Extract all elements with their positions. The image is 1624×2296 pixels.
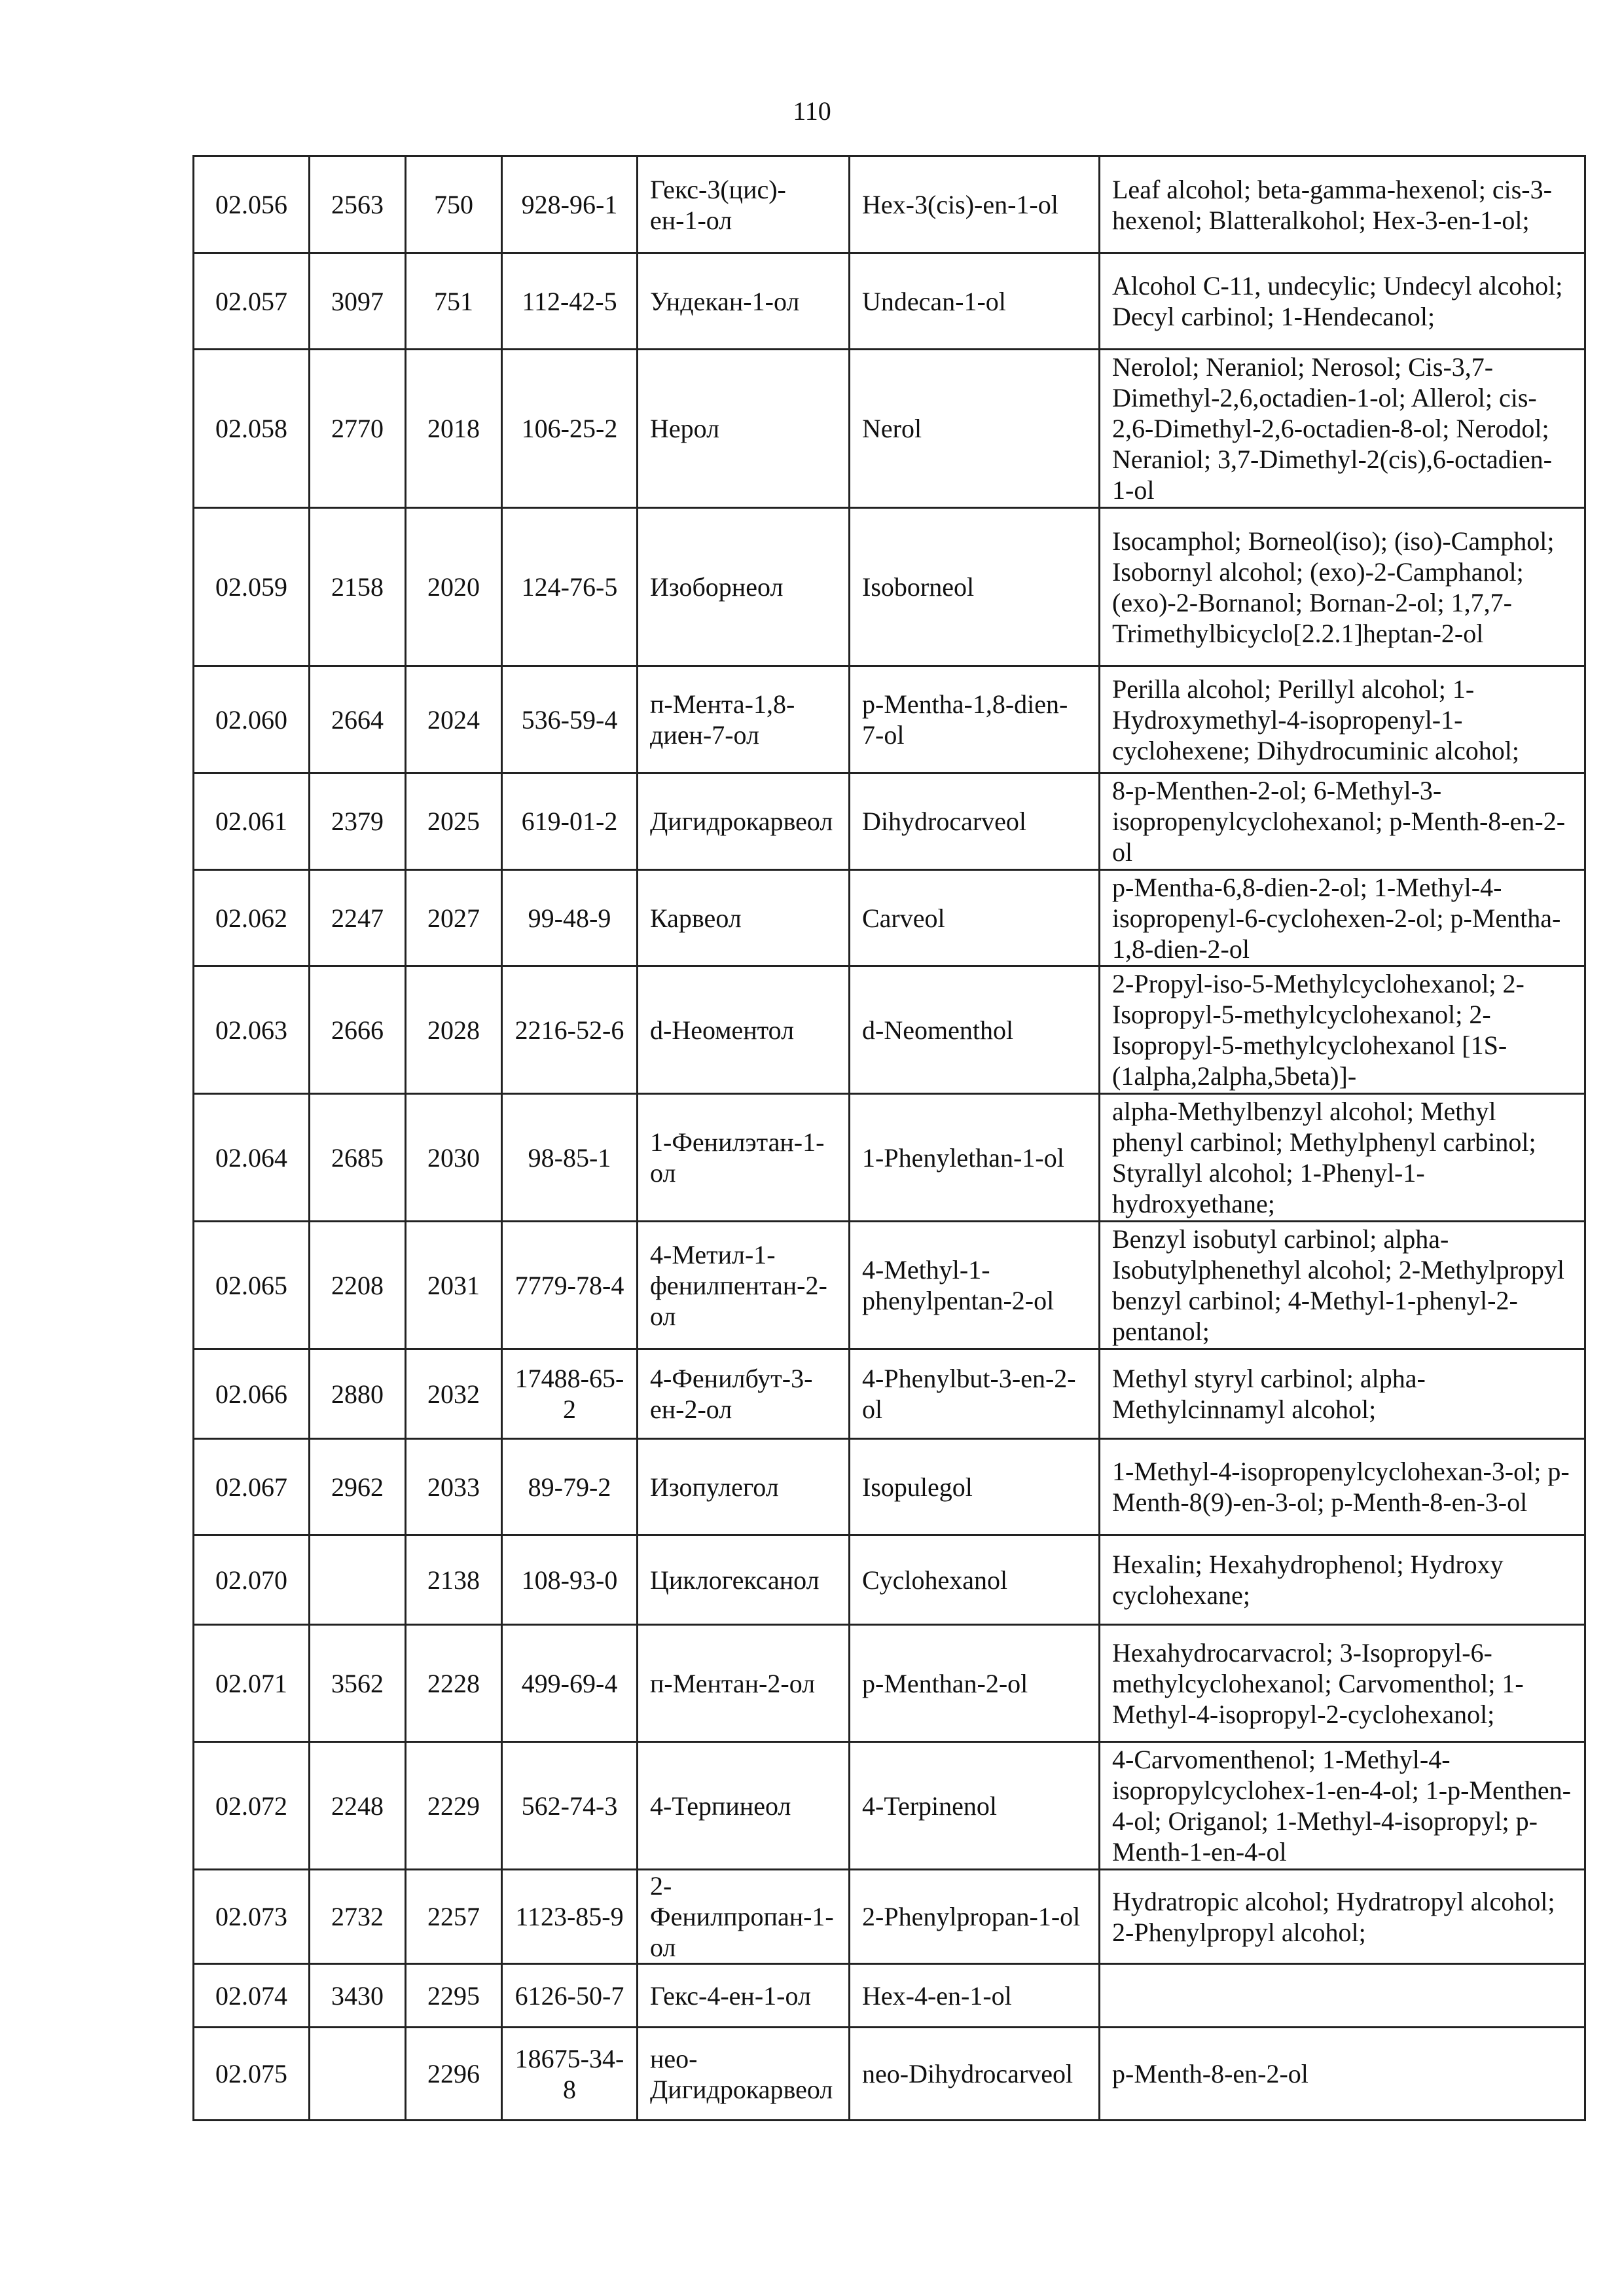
code-cell: 02.065	[194, 1222, 310, 1349]
name-ru-cell: Гекс-3(цис)-ен-1-ол	[638, 156, 850, 253]
table-row	[194, 156, 1585, 253]
name-en-cell: 4-Terpinenol	[850, 1742, 1100, 1870]
table-row	[194, 1870, 1585, 1964]
cas-number-cell: 18675-34-8	[502, 2028, 638, 2121]
synonyms-cell: p-Mentha-6,8-dien-2-ol; 1-Methyl-4-isopropenyl-6-cyclohexen-2-ol; p-Mentha-1,8-dien-2-ol	[1100, 870, 1585, 966]
synonyms-cell: Perilla alcohol; Perillyl alcohol; 1-Hydroxymethyl-4-isopropenyl-1-cyclohexene; Dihydrocuminic alcohol;	[1100, 666, 1585, 773]
table-row	[194, 1222, 1585, 1349]
cas-number-cell: 108-93-0	[502, 1535, 638, 1625]
number-b-cell: 2032	[406, 1349, 502, 1439]
name-ru-cell: 4-Фенилбут-3-ен-2-ол	[638, 1349, 850, 1439]
code-cell: 02.074	[194, 1964, 310, 2028]
number-a-cell	[310, 1535, 406, 1625]
cas-number-cell: 562-74-3	[502, 1742, 638, 1870]
synonyms-cell: Nerolol; Neraniol; Nerosol; Cis-3,7-Dimethyl-2,6,octadien-1-ol; Allerol; cis-2,6-Dimethyl-2,6-octadien-8-ol; Nerodol; Neraniol; 3,7-Dimethyl-2(cis),6-octadien-1-ol	[1100, 350, 1585, 508]
synonyms-cell: Hexalin; Hexahydrophenol; Hydroxy cyclohexane;	[1100, 1535, 1585, 1625]
table-row	[194, 253, 1585, 350]
cas-number-cell: 499-69-4	[502, 1625, 638, 1742]
code-cell: 02.059	[194, 508, 310, 666]
synonyms-cell: Methyl styryl carbinol; alpha-Methylcinnamyl alcohol;	[1100, 1349, 1585, 1439]
name-ru-cell: 2-Фенилпропан-1-ол	[638, 1870, 850, 1964]
number-b-cell: 2138	[406, 1535, 502, 1625]
number-a-cell: 2379	[310, 773, 406, 870]
cas-number-cell: 124-76-5	[502, 508, 638, 666]
number-a-cell: 2685	[310, 1094, 406, 1222]
synonyms-cell: Alcohol C-11, undecylic; Undecyl alcohol; Decyl carbinol; 1-Hendecanol;	[1100, 253, 1585, 350]
number-b-cell: 2018	[406, 350, 502, 508]
synonyms-cell: Benzyl isobutyl carbinol; alpha-Isobutylphenethyl alcohol; 2-Methylpropyl benzyl carbinol; 4-Methyl-1-phenyl-2-pentanol;	[1100, 1222, 1585, 1349]
number-b-cell: 2033	[406, 1439, 502, 1535]
name-en-cell: 4-Phenylbut-3-en-2-ol	[850, 1349, 1100, 1439]
number-a-cell: 2770	[310, 350, 406, 508]
name-en-cell: p-Menthan-2-ol	[850, 1625, 1100, 1742]
number-b-cell: 2027	[406, 870, 502, 966]
cas-number-cell: 98-85-1	[502, 1094, 638, 1222]
number-a-cell: 2247	[310, 870, 406, 966]
number-a-cell: 2666	[310, 966, 406, 1094]
name-ru-cell: 4-Метил-1-фенилпентан-2-ол	[638, 1222, 850, 1349]
number-b-cell: 2228	[406, 1625, 502, 1742]
table-row	[194, 773, 1585, 870]
synonyms-cell: Hydratropic alcohol; Hydratropyl alcohol; 2-Phenylpropyl alcohol;	[1100, 1870, 1585, 1964]
code-cell: 02.057	[194, 253, 310, 350]
number-a-cell: 2248	[310, 1742, 406, 1870]
name-en-cell: 1-Phenylethan-1-ol	[850, 1094, 1100, 1222]
name-ru-cell: п-Мента-1,8-диен-7-ол	[638, 666, 850, 773]
code-cell: 02.067	[194, 1439, 310, 1535]
synonyms-cell: 8-p-Menthen-2-ol; 6-Methyl-3-isopropenylcyclohexanol; p-Menth-8-en-2-ol	[1100, 773, 1585, 870]
cas-number-cell: 6126-50-7	[502, 1964, 638, 2028]
number-b-cell: 2024	[406, 666, 502, 773]
synonyms-cell: Hexahydrocarvacrol; 3-Isopropyl-6-methylcyclohexanol; Carvomenthol; 1-Methyl-4-isopropyl-2-cyclohexanol;	[1100, 1625, 1585, 1742]
name-en-cell: Undecan-1-ol	[850, 253, 1100, 350]
number-a-cell: 2962	[310, 1439, 406, 1535]
number-b-cell: 2295	[406, 1964, 502, 2028]
number-a-cell: 3097	[310, 253, 406, 350]
name-en-cell: d-Neomenthol	[850, 966, 1100, 1094]
table-row	[194, 666, 1585, 773]
number-b-cell: 2229	[406, 1742, 502, 1870]
name-en-cell: Carveol	[850, 870, 1100, 966]
number-a-cell	[310, 2028, 406, 2121]
number-a-cell: 2664	[310, 666, 406, 773]
name-ru-cell: Гекс-4-ен-1-ол	[638, 1964, 850, 2028]
code-cell: 02.063	[194, 966, 310, 1094]
number-b-cell: 2030	[406, 1094, 502, 1222]
table-row	[194, 1625, 1585, 1742]
number-b-cell: 2296	[406, 2028, 502, 2121]
name-ru-cell: п-Ментан-2-ол	[638, 1625, 850, 1742]
table-row	[194, 966, 1585, 1094]
code-cell: 02.056	[194, 156, 310, 253]
table-row	[194, 350, 1585, 508]
table-row	[194, 1094, 1585, 1222]
code-cell: 02.070	[194, 1535, 310, 1625]
code-cell: 02.072	[194, 1742, 310, 1870]
code-cell: 02.060	[194, 666, 310, 773]
code-cell: 02.071	[194, 1625, 310, 1742]
table-row	[194, 1742, 1585, 1870]
name-ru-cell: Ундекан-1-ол	[638, 253, 850, 350]
table-row	[194, 1964, 1585, 2028]
cas-number-cell: 106-25-2	[502, 350, 638, 508]
table-row	[194, 870, 1585, 966]
cas-number-cell: 928-96-1	[502, 156, 638, 253]
name-en-cell: Cyclohexanol	[850, 1535, 1100, 1625]
cas-number-cell: 619-01-2	[502, 773, 638, 870]
cas-number-cell: 1123-85-9	[502, 1870, 638, 1964]
synonyms-cell: alpha-Methylbenzyl alcohol; Methyl phenyl carbinol; Methylphenyl carbinol; Styrallyl alcohol; 1-Phenyl-1-hydroxyethane;	[1100, 1094, 1585, 1222]
number-a-cell: 2563	[310, 156, 406, 253]
number-b-cell: 2028	[406, 966, 502, 1094]
table-row	[194, 1439, 1585, 1535]
name-en-cell: p-Mentha-1,8-dien-7-ol	[850, 666, 1100, 773]
table-row	[194, 508, 1585, 666]
number-b-cell: 750	[406, 156, 502, 253]
number-a-cell: 3562	[310, 1625, 406, 1742]
number-a-cell: 2208	[310, 1222, 406, 1349]
name-en-cell: Isopulegol	[850, 1439, 1100, 1535]
name-en-cell: Hex-4-en-1-ol	[850, 1964, 1100, 2028]
name-ru-cell: Изопулегол	[638, 1439, 850, 1535]
number-a-cell: 2732	[310, 1870, 406, 1964]
cas-number-cell: 89-79-2	[502, 1439, 638, 1535]
code-cell: 02.066	[194, 1349, 310, 1439]
name-en-cell: 4-Methyl-1-phenylpentan-2-ol	[850, 1222, 1100, 1349]
number-a-cell: 3430	[310, 1964, 406, 2028]
synonyms-cell: 2-Propyl-iso-5-Methylcyclohexanol; 2-Isopropyl-5-methylcyclohexanol; 2-Isopropyl-5-methylcyclohexanol [1S-(1alpha,2alpha,5beta)]-	[1100, 966, 1585, 1094]
number-b-cell: 2257	[406, 1870, 502, 1964]
number-a-cell: 2880	[310, 1349, 406, 1439]
code-cell: 02.061	[194, 773, 310, 870]
cas-number-cell: 2216-52-6	[502, 966, 638, 1094]
page-number: 110	[793, 96, 831, 126]
number-a-cell: 2158	[310, 508, 406, 666]
name-en-cell: 2-Phenylpropan-1-ol	[850, 1870, 1100, 1964]
number-b-cell: 2020	[406, 508, 502, 666]
name-ru-cell: d-Неоментол	[638, 966, 850, 1094]
code-cell: 02.075	[194, 2028, 310, 2121]
code-cell: 02.058	[194, 350, 310, 508]
synonyms-cell: 1-Methyl-4-isopropenylcyclohexan-3-ol; p-Menth-8(9)-en-3-ol; p-Menth-8-en-3-ol	[1100, 1439, 1585, 1535]
name-ru-cell: Изоборнеол	[638, 508, 850, 666]
table-row	[194, 1349, 1585, 1439]
code-cell: 02.064	[194, 1094, 310, 1222]
cas-number-cell: 536-59-4	[502, 666, 638, 773]
name-ru-cell: нео-Дигидрокарвеол	[638, 2028, 850, 2121]
name-ru-cell: Циклогексанол	[638, 1535, 850, 1625]
table-row	[194, 2028, 1585, 2121]
cas-number-cell: 7779-78-4	[502, 1222, 638, 1349]
synonyms-cell: Isocamphol; Borneol(iso); (iso)-Camphol; Isobornyl alcohol; (exo)-2-Camphanol; (exo)-2-Bornanol; Bornan-2-ol; 1,7,7-Trimethylbicyclo[2.2.1]heptan-2-ol	[1100, 508, 1585, 666]
name-en-cell: Hex-3(cis)-en-1-ol	[850, 156, 1100, 253]
cas-number-cell: 112-42-5	[502, 253, 638, 350]
name-en-cell: Isoborneol	[850, 508, 1100, 666]
number-b-cell: 2031	[406, 1222, 502, 1349]
number-b-cell: 751	[406, 253, 502, 350]
synonyms-cell: Leaf alcohol; beta-gamma-hexenol; cis-3-hexenol; Blatteralkohol; Hex-3-en-1-ol;	[1100, 156, 1585, 253]
name-ru-cell: Дигидрокарвеол	[638, 773, 850, 870]
table-row	[194, 1535, 1585, 1625]
name-ru-cell: 1-Фенилэтан-1-ол	[638, 1094, 850, 1222]
cas-number-cell: 17488-65-2	[502, 1349, 638, 1439]
code-cell: 02.062	[194, 870, 310, 966]
synonyms-cell: 4-Carvomenthenol; 1-Methyl-4-isopropylcyclohex-1-en-4-ol; 1-p-Menthen-4-ol; Origanol; 1-Methyl-4-isopropyl; p- Menth-1-en-4-ol	[1100, 1742, 1585, 1870]
name-en-cell: Nerol	[850, 350, 1100, 508]
substances-table	[192, 155, 1586, 2121]
name-en-cell: neo-Dihydrocarveol	[850, 2028, 1100, 2121]
number-b-cell: 2025	[406, 773, 502, 870]
code-cell: 02.073	[194, 1870, 310, 1964]
synonyms-cell	[1100, 1964, 1585, 2028]
name-ru-cell: Нерол	[638, 350, 850, 508]
name-en-cell: Dihydrocarveol	[850, 773, 1100, 870]
name-ru-cell: Карвеол	[638, 870, 850, 966]
synonyms-cell: p-Menth-8-en-2-ol	[1100, 2028, 1585, 2121]
cas-number-cell: 99-48-9	[502, 870, 638, 966]
name-ru-cell: 4-Терпинеол	[638, 1742, 850, 1870]
